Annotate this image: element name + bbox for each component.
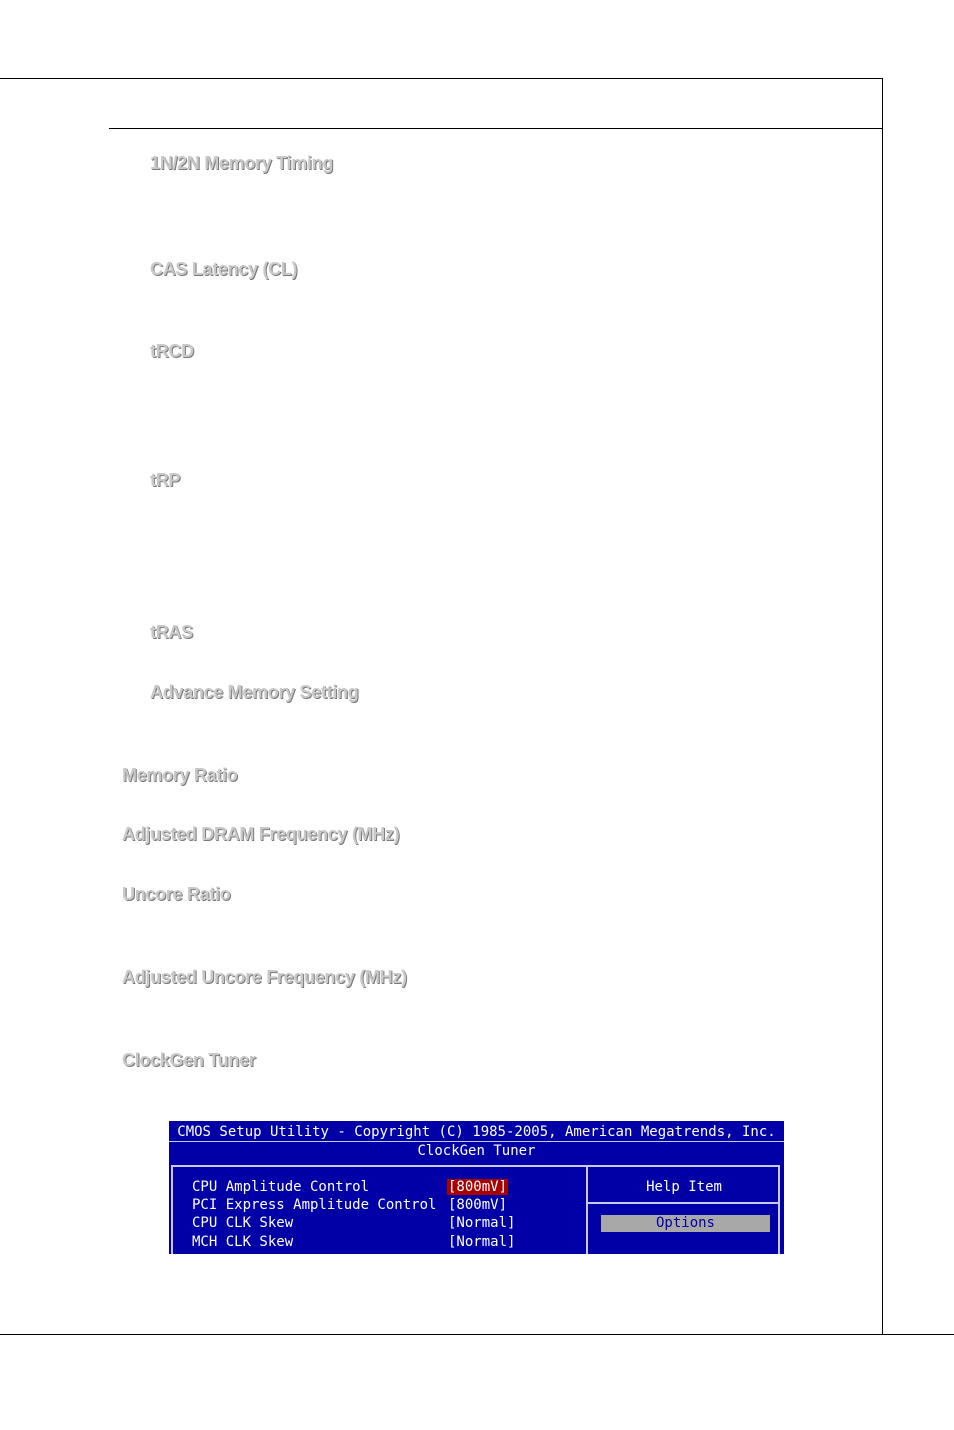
bios-row-label-cpu-amplitude[interactable]: CPU Amplitude Control <box>192 1179 370 1195</box>
heading-tras: tRAS <box>150 622 193 642</box>
bios-value-cpu-clk-skew[interactable]: [Normal] <box>448 1215 516 1231</box>
bios-subtitle: ClockGen Tuner <box>417 1143 536 1159</box>
right-rule <box>882 78 883 1335</box>
heading-trcd: tRCD <box>150 341 194 361</box>
bios-screenshot <box>169 1121 784 1254</box>
header-underline <box>109 128 883 129</box>
bios-value-mch-clk-skew[interactable]: [Normal] <box>448 1234 516 1250</box>
heading-memory-ratio: Memory Ratio <box>122 765 238 785</box>
heading-cas-latency: CAS Latency (CL) <box>150 259 298 279</box>
heading-adjusted-dram-frequency: Adjusted DRAM Frequency (MHz) <box>122 824 400 844</box>
top-rule <box>0 78 883 79</box>
heading-clockgen-tuner: ClockGen Tuner <box>122 1050 256 1070</box>
bios-help-title: Help Item <box>646 1179 722 1195</box>
bios-row-label-mch-clk-skew[interactable]: MCH CLK Skew <box>192 1234 294 1250</box>
heading-adjusted-uncore-frequency: Adjusted Uncore Frequency (MHz) <box>122 967 407 987</box>
bios-options-bar: Options <box>601 1215 770 1232</box>
heading-uncore-ratio: Uncore Ratio <box>122 884 231 904</box>
bios-value-pci-express-amplitude[interactable]: [800mV] <box>448 1197 508 1213</box>
heading-1n2n-memory-timing: 1N/2N Memory Timing <box>150 153 334 173</box>
heading-advance-memory-setting: Advance Memory Setting <box>150 682 359 702</box>
bios-title: CMOS Setup Utility - Copyright (C) 1985-2005, American Megatrends, Inc. <box>177 1124 776 1140</box>
bios-help-separator <box>588 1202 780 1204</box>
bios-row-label-cpu-clk-skew[interactable]: CPU CLK Skew <box>192 1215 294 1231</box>
bottom-rule <box>0 1334 954 1335</box>
bios-value-cpu-amplitude[interactable]: [800mV] <box>448 1179 508 1195</box>
heading-trp: tRP <box>150 470 181 490</box>
bios-row-label-pci-express-amplitude[interactable]: PCI Express Amplitude Control <box>192 1197 437 1213</box>
bios-title-separator <box>169 1141 784 1142</box>
